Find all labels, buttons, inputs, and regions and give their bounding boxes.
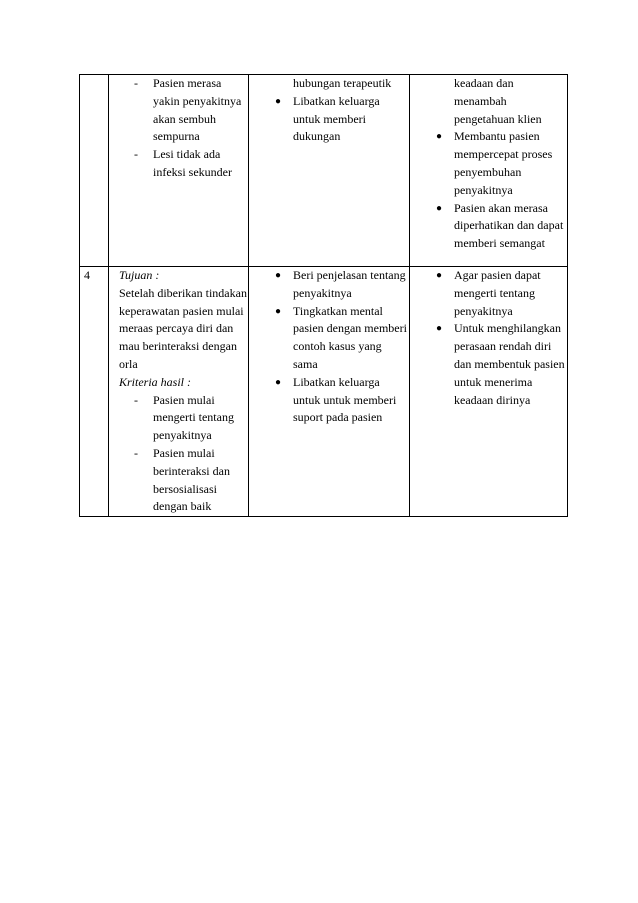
list-item: - Pasien mulai berinteraksi dan bersosialisasi dengan baik (134, 445, 230, 514)
bullet-marker: ● (436, 323, 443, 335)
nursing-care-plan-table (79, 74, 568, 517)
rationale-list (410, 128, 567, 253)
dash-marker: - (134, 76, 138, 90)
diagnosis-cell (109, 75, 249, 267)
bullet-marker: ● (436, 131, 443, 143)
table-row (80, 267, 568, 517)
bullet-marker: ● (275, 270, 282, 281)
criteria-list (109, 75, 248, 182)
intervention-list (249, 93, 409, 146)
list-item: ● Libatkan keluarga untuk untuk memberi suport pada pasien (275, 374, 397, 425)
intervention-list (249, 267, 409, 427)
bullet-marker: ● (436, 270, 443, 281)
table-row (80, 75, 568, 267)
row-number (80, 75, 109, 267)
list-item: ● Untuk menghilangkan perasaan rendah diri dan membentuk pasien untuk menerima keadaan dirinya (436, 321, 565, 407)
list-item: ● Pasien akan merasa diperhatikan dan dapat memberi semangat (436, 200, 564, 251)
rationale-cell (410, 267, 568, 517)
continued-text: hubungan terapeutik (293, 76, 392, 90)
criteria-label: Kriteria hasil : (119, 374, 192, 389)
list-item: - Pasien mulai mengerti tentang penyakitnya (134, 392, 234, 443)
list-item: - Pasien merasa yakin penyakitnya akan sembuh sempurna (134, 76, 242, 144)
dash-marker: - (134, 445, 138, 460)
diagnosis-cell (109, 267, 249, 517)
row-number: 4 (80, 267, 109, 517)
dash-marker: - (134, 147, 138, 162)
list-item: ● Membantu pasien mempercepat proses penyembuhan penyakitnya (436, 129, 553, 197)
intervention-cell (249, 75, 410, 267)
continued-text: keadaan dan menambah pengetahuan klien (454, 76, 542, 126)
bullet-marker: ● (275, 305, 282, 317)
bullet-marker: ● (436, 202, 443, 214)
list-item: ● Beri penjelasan tentang penyakitnya (275, 268, 406, 300)
list-item: ● Agar pasien dapat mengerti tentang penyakitnya (436, 268, 541, 318)
list-item: ● Tingkatkan mental pasien dengan memberi contoh kasus yang sama (275, 303, 407, 371)
rationale-list (410, 267, 567, 409)
goal-text: Setelah diberikan tindakan keperawatan pasien mulai meraas percaya diri dan mau berinteraksi dengan orla (119, 285, 247, 371)
criteria-list (109, 392, 248, 517)
rationale-cell (410, 75, 568, 267)
dash-marker: - (134, 392, 138, 407)
bullet-marker: ● (275, 95, 282, 107)
list-item: ● Libatkan keluarga untuk memberi dukungan (275, 93, 380, 144)
bullet-marker: ● (275, 376, 282, 388)
goal-label: Tujuan : (119, 268, 160, 282)
intervention-cell (249, 267, 410, 517)
list-item: - Lesi tidak ada infeksi sekunder (134, 147, 232, 179)
